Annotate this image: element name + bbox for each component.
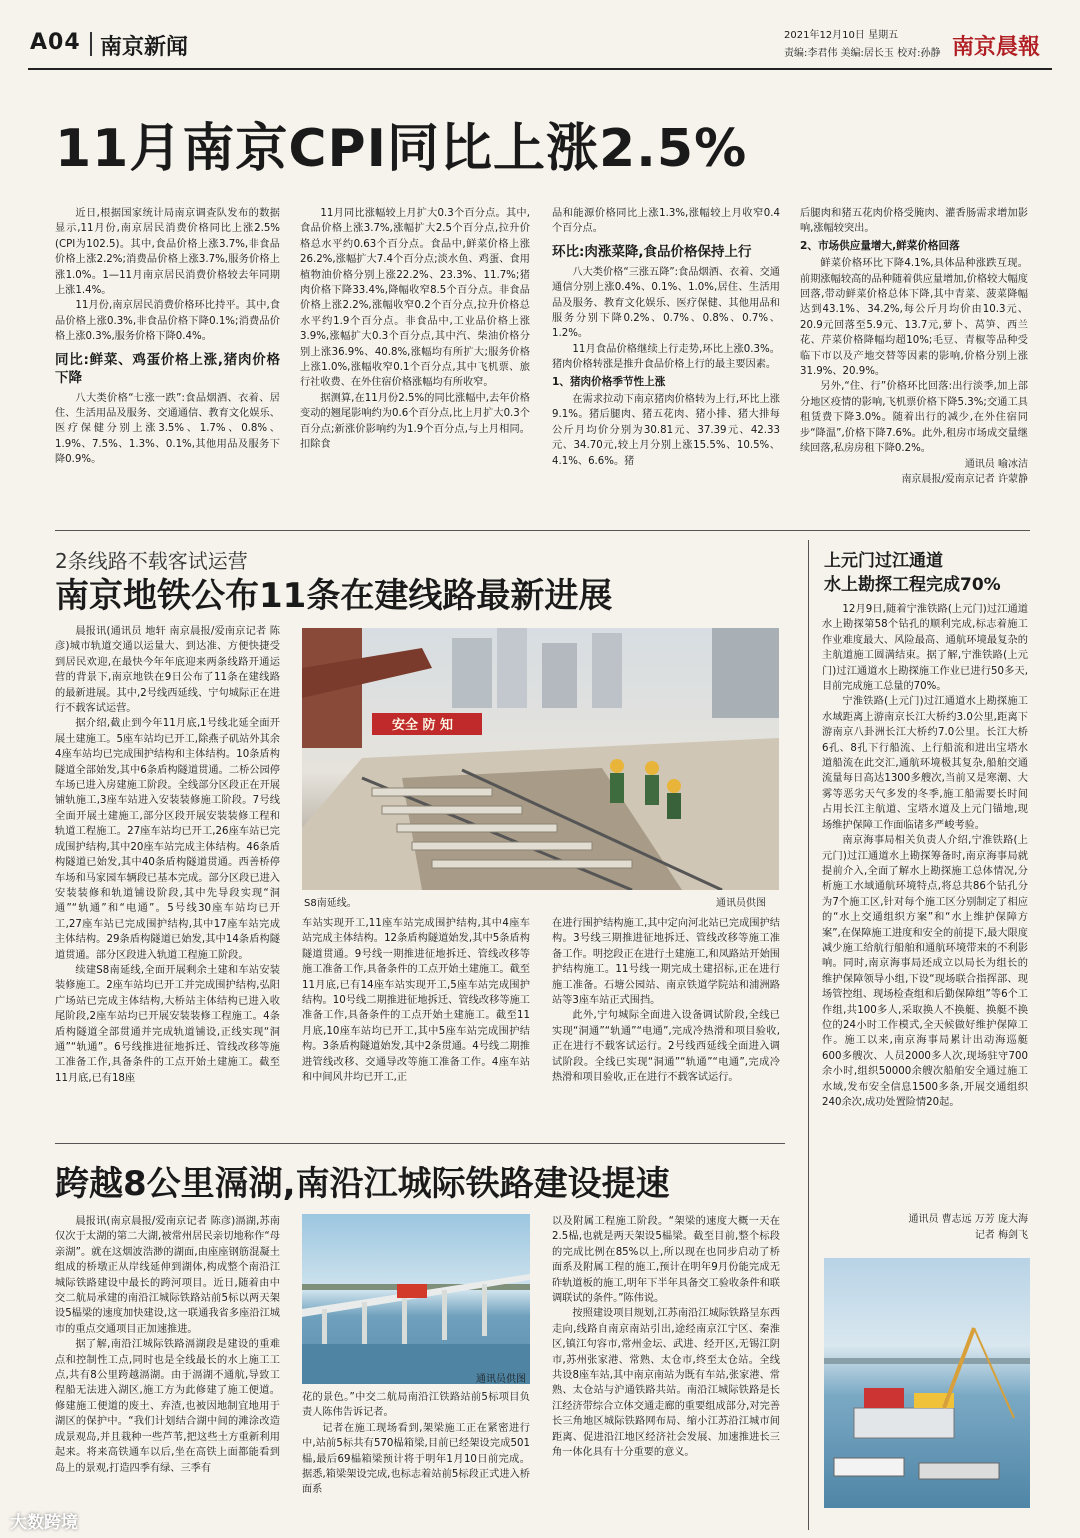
watermark: 大数跨境 <box>10 1513 78 1533</box>
article3-headline: 跨越8公里滆湖,南沿江城际铁路建设提速 <box>55 1164 670 1204</box>
photo-credit: 通讯员供图 <box>716 898 766 909</box>
header-rule <box>28 68 1052 70</box>
paragraph: 11月食品价格继续上行走势,环比上涨0.3%。猪肉价格转涨是推升食品价格上行的最主要因素。 <box>552 343 780 371</box>
article1-column-4 <box>800 206 1028 488</box>
paragraph: 11月份,南京居民消费价格环比持平。其中,食品价格上涨0.3%,非食品价格下降0.1%;消费品价格上涨0.3%,服务价格下降0.4%。 <box>55 300 280 343</box>
paragraph: 按照建设项目规划,江苏南沿江城际铁路呈东西走向,线路自南京南站引出,途经南京江宁区、秦淮区,镇江句容市,常州金坛、武进、经开区,无锡江阴市,苏州张家港、常熟、太仓市,终至太仓站。全线共设8座车站,其中南京南站为既有车站,张家港、常熟、太仓站与沪通铁路共站。南沿江城际铁路是长江经济带综合立体交通走廊的重要组成部分,对完善长三角地区城际铁路网布局、缩小江苏沿江城市间距离、促进沿江地区经济社会发展、加速推进长三角一体化具有十分重要的意义。 <box>552 1308 780 1459</box>
paragraph: 另外,“住、行”价格环比回落:出行淡季,加上部分地区疫情的影响,飞机票价格下降5.3%;交通工具租赁费下降3.0%。随着出行的减少,在外住宿同步“降温”,价格下降7.6%。此外,租房市场成交量继续回落,私房房租下降0.2%。 <box>800 381 1028 455</box>
byline: 记者 梅剑飞 <box>974 1230 1028 1241</box>
section-name: 南京新闻 <box>100 35 189 60</box>
paragraph: 近日,根据国家统计局南京调查队发布的数据显示,11月份,南京居民消费价格同比上涨2.5%(CPI为102.5)。其中,食品价格上涨3.7%,非食品价格上涨2.2%;消费品价格上涨3.7%,服务价格上涨1.0%。1—11月南京居民消费价格较去年同期上涨1.4%。 <box>55 208 280 297</box>
article1-column-3 <box>552 206 780 488</box>
photo-illustration <box>824 1258 1030 1508</box>
article1-subhead-2: 环比:肉涨菜降,食品价格保持上行 <box>552 243 752 260</box>
sidebar-divider <box>808 540 809 1530</box>
paragraph: 以及附属工程施工阶段。“架梁的速度大概一天在2.5榀,也就是两天架设5榀梁。截至目前,整个标段的完成比例在85%以上,所以现在也同步启动了桥面系及附属工程的施工,预计在明年9月份能完成无砟轨道板的施工,明年下半年具备交工验收条件和联调联试的条件。”陈伟说。 <box>552 1216 780 1305</box>
paragraph: 11月同比涨幅较上月扩大0.3个百分点。其中,食品价格上涨3.7%,涨幅扩大2.5个百分点,拉升价格总水平约0.63个百分点。食品中,鲜菜价格上涨26.2%,涨幅扩大7.4个百分点;淡水鱼、鸡蛋、食用植物油价格分别上涨22.2%、23.3%、11.7%;猪肉价格下降33.4%,降幅收窄8.5个百分点。非食品价格上涨2.2%,涨幅收窄0.2个百分点,拉升价格总水平约1.9个百分点。非食品中,工业品价格上涨3.9%,涨幅扩大0.3个百分点,其中汽、柴油价格分别上涨36.9%、40.8%,涨幅均有所扩大;服务价格上涨1.0%,涨幅收窄0.1个百分点,其中飞机票、旅行社收费、在外住宿价格涨幅均有所收窄。 <box>300 208 530 389</box>
byline: 通讯员 喻冰洁 <box>964 458 1028 470</box>
paragraph: 八大类价格“七涨一跌”:食品烟酒、衣着、居住、生活用品及服务、交通通信、教育文化娱乐、医疗保健分别上涨3.5%、1.7%、0.8%、1.9%、7.5%、1.3%、0.1%,其他用品及服务下降0.9%。 <box>55 392 280 466</box>
paragraph: 据了解,南沿江城际铁路滆湖段是建设的重难点和控制性工点,同时也是全线最长的水上施工工点,共有8公里跨越滆湖。由于滆湖不通航,导致工程船无法进入湖区,施工方为此修建了施工便道。修建施工便道的废土、弃渣,也被因地制宜地用于湖区的保护中。“我们计划结合湖中间的滩涂改造成景观岛,并且栽种一些芦苇,把这些土方重新利用起来。将来高铁通车以后,坐在高铁上面都能看到岛上的景观,打造四季有绿、三季有 <box>55 1339 280 1474</box>
paragraph: 据测算,在11月份2.5%的同比涨幅中,去年价格变动的翘尾影响约为0.6个百分点,比上月扩大0.3个百分点;新涨价影响约为1.9个百分点,与上月相同。扣除食 <box>300 392 530 451</box>
paragraph: 南京海事局相关负责人介绍,宁淮铁路(上元门)过江通道水上勘探筹备时,南京海事局就提前介入,全面了解水上勘探施工总体情况,分析施工水域通航环境特点,将总共86个钻孔分为7个施工区,针对每个施工区分别制定了相应的“水上交通组织方案”和“水上维护保障方案”,在保障施工进度和安全的前提下,最大限度减少施工给航行船舶和通航环境带来的不利影响。同时,南京海事局还成立以局长为组长的维护保障领导小组,下设“现场联合指挥部、现场管控组、现场检查组和后勤保障组”等6个工作组,共100多人,采取换人不换艇、换艇不换位的24小时工作模式,全天候做好维护保障工作。施工以来,南京海事局累计出动海巡艇600多艘次、人员2000多人次,现场驻守700余小时,组织50000余艘次船舶安全通过施工水域,发布安全信息1500多条,开展交通组织240余次,成功处置险情20起。 <box>822 835 1028 1108</box>
sidebar-headline-2: 水上勘探工程完成70% <box>824 575 1001 595</box>
byline: 南京晨报/爱南京记者 许蒙静 <box>901 473 1028 485</box>
lake-bridge-photo <box>302 1214 530 1384</box>
byline: 通讯员 曹志远 万芳 庞大海 <box>908 1214 1028 1225</box>
sidebar-headline-1: 上元门过江通道 <box>824 551 943 571</box>
paragraph: 12月9日,随着宁淮铁路(上元门)过江通道水上勘探第58个钻孔的顺利完成,标志着施工作业难度最大、风险最高、通航环境最复杂的主航道施工圆满结束。据了解,宁淮铁路(上元门)过江通道水上勘探施工作业已进行50多天,目前完成施工总量的70%。 <box>822 604 1028 693</box>
article1-subhead-3: 1、猪肉价格季节性上涨 <box>552 375 666 388</box>
article3-column-3 <box>552 1214 780 1504</box>
paragraph: 鲜菜价格环比下降4.1%,具体品种涨跌互现。前期涨幅较高的品种随着供应量增加,价格较大幅度回落,带动鲜菜价格总体下降,其中青菜、菠菜降幅达到43.1%、34.2%,每公斤月均价由10.3元、20.9元回落至5.9元、13.7元,萝卜、莴笋、西兰花、芹菜价格降幅均超10%;毛豆、青椒等品种受临下市以及产地交替等因素的影响,价格分别上涨31.9%、20.9%。 <box>800 258 1028 378</box>
article1-column-1 <box>55 206 280 488</box>
header-divider <box>90 32 92 56</box>
paragraph: 记者在施工现场看到,架梁施工正在紧密进行中,站前5标共有570榀箱梁,目前已经架设完成501榀,最后69榀箱梁预计将于明年1月10日前完成。据悉,箱梁架设完成,也标志着站前5标段正式进入桥面系 <box>302 1422 530 1496</box>
article2-column-1 <box>55 624 280 1136</box>
article2-headline: 南京地铁公布11条在建线路最新进展 <box>55 576 613 616</box>
paragraph: 车站实现开工,11座车站完成围护结构,其中4座车站完成主体结构。12条盾构隧道始发,其中5条盾构隧道贯通。9号线一期推进征地拆迁、管线改移等施工准备工作,具备条件的工点开始土建施工。截至11月底,已有14座车站实现开工,5座车站完成围护结构。10号线二期推进征地拆迁、管线改移等施工准备工作,具备条件的工点开始土建施工。截至11月底,10座车站均已开工,其中5座车站完成围护结构。3条盾构隧道始发,其中2条贯通。4号线二期推进管线改移、交通导改等施工准备工作。4座车站和中间风井均已开工,正 <box>302 918 530 1084</box>
paragraph: 八大类价格“三涨五降”:食品烟酒、衣着、交通通信分别上涨0.4%、0.1%、1.0%,居住、生活用品及服务、教育文化娱乐、医疗保健、其他用品和服务分别下降0.2%、0.7%、0.8%、0.7%、1.2%。 <box>552 266 780 340</box>
paragraph: 宁淮铁路(上元门)过江通道水上勘探施工水域距离上游南京长江大桥约3.0公里,距离下游南京八卦洲长江大桥约7.0公里。长江大桥6孔、8孔下行船流、上行船流和进出宝塔水道船流在此交汇,通航环境极其复杂,船舶交通流量每日高达1300多艘次,当前又是寒潮、大雾等恶劣天气多发的冬季,施工船需要长时间占用长江主航道、宝塔水道及上元门锚地,现场维护保障工作面临诸多严峻考验。 <box>822 696 1028 831</box>
paragraph: 此外,宁句城际全面进入设备调试阶段,全线已实现“洞通”“轨通”“电通”,完成冷热滑和项目验收,正在进行不载客试运行。2号线西延线全面进入调试阶段。全线已实现“洞通”“轨通”“电通”,完成冷热滑和项目验收,正在进行不载客试运行。 <box>552 1010 780 1084</box>
paragraph: 晨报讯(南京晨报/爱南京记者 陈彦)滆湖,苏南仅次于太湖的第二大湖,被常州居民亲切地称作“母亲湖”。就在这烟波浩渺的湖面,由座座钢筋混凝土组成的桥墩正从岸线延伸到湖体,构成整个南沿江城际铁路建设中最长的跨河项目。近日,随着由中交二航局承建的南沿江城际铁路站前5标以两天架设5榀梁的速度加快建设,这一联通我省多座沿江城市的重点交通项目正加速推进。 <box>55 1216 280 1335</box>
paragraph: 花的景色。”中交二航局南沿江铁路站前5标项目负责人陈伟告诉记者。 <box>302 1392 530 1419</box>
paragraph: 品和能源价格同比上涨1.3%,涨幅较上月收窄0.4个百分点。 <box>552 208 780 235</box>
issue-date: 2021年12月10日 星期五 <box>784 30 899 41</box>
newspaper-logo: 南京晨報 <box>952 34 1041 60</box>
sidebar-body <box>822 602 1028 1238</box>
paragraph: 续建S8南延线,全面开展剩余土建和车站安装装修施工。2座车站均已开工并完成围护结构,弘阳广场站已完成主体结构,大桥站主体结构已进入收尾阶段,2座车站均已开展安装装修工程施工。4条盾构隧道全部贯通并完成轨道铺设,正线实现“洞通”“轨通”。6号线推进征地拆迁、管线改移等施工准备工作,具备条件的工点开始土建施工。截至11月底,已有18座 <box>55 964 280 1084</box>
photo-caption: S8南延线。 <box>304 898 357 909</box>
paragraph: 据介绍,截止到今年11月底,1号线北延全面开展土建施工。5座车站均已开工,除燕子矶站外其余4座车站均已完成围护结构和主体结构。10条盾构隧道全部始发,其中6条盾构隧道贯通。二桥公园停车场已进入房建施工阶段。全线部分区段正在开展铺轨施工,3座车站进入安装装修施工阶段。7号线全面开展土建施工,部分区段开展安装装修工程和轨道工程施工。27座车站均已开工,26座车站已完成围护结构,其中20座车站完成主体结构。46条盾构隧道已始发,其中40条盾构隧道贯通。西善桥停车场和马家园车辆段已基本完成。部分区段已进入安装装修和轨道铺设阶段,其中先导段实现“洞通”“轨通”和“电通”。5号线30座车站均已开工,27座车站已完成围护结构,其中17座车站完成主体结构。29条盾构隧道已始发,其中14条盾构隧道贯通。部分区段进入轨道工程施工阶段。 <box>55 718 280 961</box>
paragraph: 晨报讯(通讯员 地轩 南京晨报/爱南京记者 陈彦)城市轨道交通以运量大、到达准、方便快捷受到居民欢迎,在最快今年年底迎来两条线路开通运营的背景下,南京地铁在9日公布了11条在建线路的最新进展。其中,2号线西延线、宁句城际正在进行不载客试运营。 <box>55 626 280 715</box>
section-rule <box>55 530 1030 531</box>
subway-construction-photo <box>302 628 779 890</box>
survey-vessel-photo <box>824 1258 1030 1508</box>
photo-credit: 通讯员供图 <box>476 1374 526 1385</box>
page-number: A04 <box>30 30 81 55</box>
article1-subhead-4: 2、市场供应量增大,鲜菜价格回落 <box>800 239 960 252</box>
photo-illustration <box>302 1214 530 1384</box>
article1-column-2 <box>300 206 530 488</box>
paragraph: 后腿肉和猪五花肉价格受腌肉、灌香肠需求增加影响,涨幅较突出。 <box>800 208 1028 235</box>
article2-kicker: 2条线路不载客试运营 <box>55 549 248 573</box>
article1-headline: 11月南京CPI同比上涨2.5% <box>55 119 748 179</box>
paragraph: 在进行围护结构施工,其中定向河北站已完成围护结构。3号线三期推进征地拆迁、管线改移等施工准备工作。明挖段正在进行土建施工,和凤路站开始围护结构施工。11号线一期完成土建招标,正在进行施工准备。石塘公园站、南京铁道学院站和浦洲路站等3座车站正式围挡。 <box>552 918 780 1007</box>
article2-column-3 <box>552 916 780 1136</box>
article2-column-2 <box>302 916 530 1136</box>
article3-column-1 <box>55 1214 280 1504</box>
photo-illustration <box>302 628 779 890</box>
staff-credits: 责编:李君伟 美编:居长玉 校对:孙静 <box>784 48 941 59</box>
section-rule <box>55 1143 785 1144</box>
photo-banner-text: 安全 防 知 <box>392 718 454 733</box>
article3-column-2 <box>302 1390 530 1504</box>
article1-subhead-1: 同比:鲜菜、鸡蛋价格上涨,猪肉价格下降 <box>55 351 280 386</box>
paragraph: 在需求拉动下南京猪肉价格转为上行,环比上涨9.1%。猪后腿肉、猪五花肉、猪小排、猪大排每公斤月均价分别为30.81元、37.39元、42.33元、34.70元,较上月分别上涨15.5%、10.5%、4.1%、6.6%。猪 <box>552 394 780 467</box>
